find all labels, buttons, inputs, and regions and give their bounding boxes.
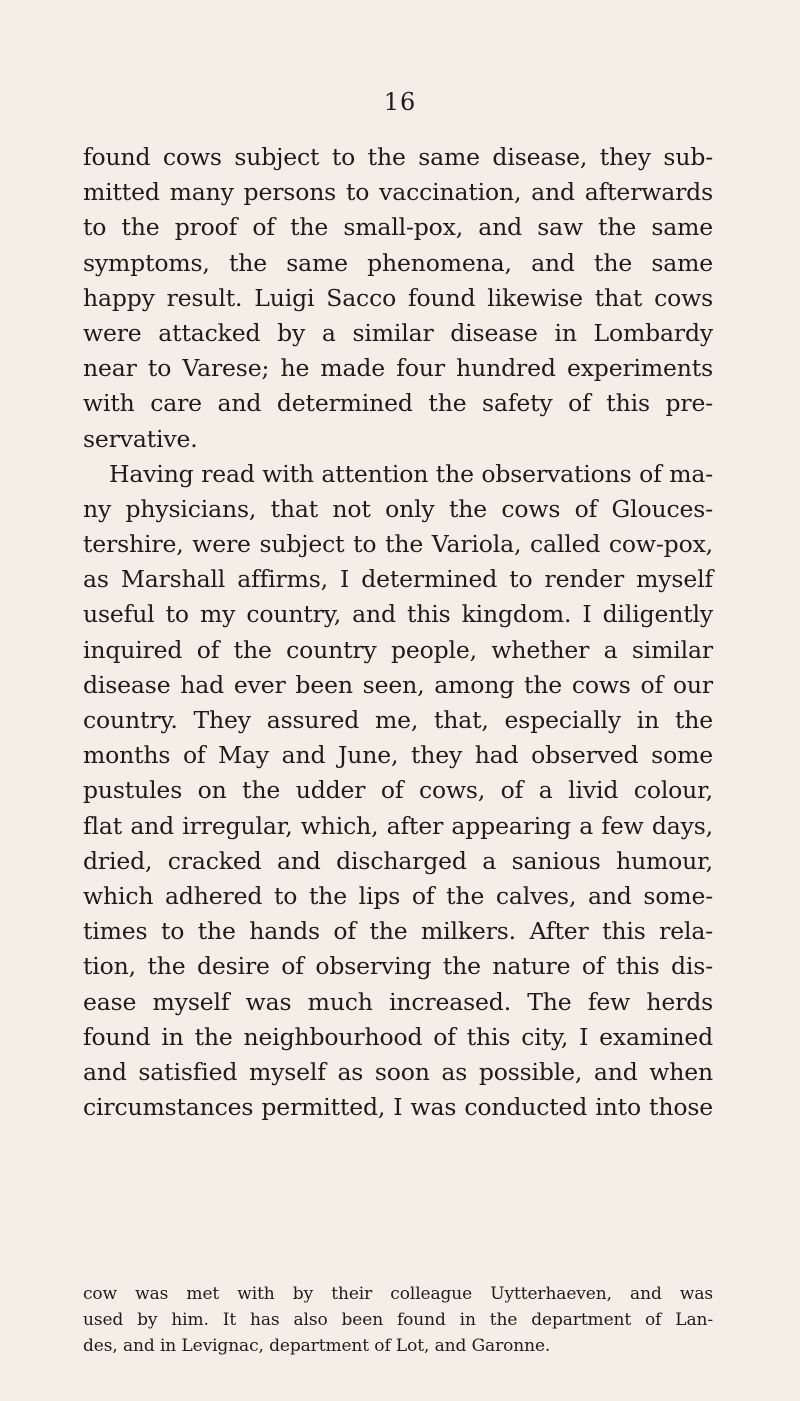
paragraph-start-line: Having read with attention the observations of ma- bbox=[109, 459, 713, 488]
footnote-line: des, and in Levignac, department of Lot, and Garonne. bbox=[83, 1336, 551, 1356]
page-number: 16 bbox=[383, 88, 417, 116]
text-line: servative. bbox=[83, 424, 198, 453]
footnote-line: used by him. It has also been found in the department of Lan- bbox=[83, 1310, 713, 1330]
text-line: inquired of the country people, whether a similar bbox=[83, 635, 713, 664]
text-line: mitted many persons to vaccination, and afterwards bbox=[83, 178, 713, 207]
footnote-line: cow was met with by their colleague Uytterhaeven, and was bbox=[83, 1284, 713, 1304]
text-line: useful to my country, and this kingdom. I diligently bbox=[83, 600, 713, 629]
text-line: tion, the desire of observing the nature of this dis- bbox=[83, 952, 713, 981]
text-line: as Marshall affirms, I determined to render myself bbox=[83, 565, 713, 594]
text-line: disease had ever been seen, among the cows of our bbox=[83, 670, 713, 699]
text-line: months of May and June, they had observed some bbox=[83, 741, 713, 770]
text-line: symptoms, the same phenomena, and the same bbox=[83, 248, 713, 277]
text-line: ease myself was much increased. The few herds bbox=[83, 987, 713, 1016]
body-text bbox=[83, 140, 713, 1125]
text-line: with care and determined the safety of this pre- bbox=[83, 389, 713, 418]
text-line: and satisfied myself as soon as possible, and when bbox=[83, 1057, 713, 1086]
text-line: were attacked by a similar disease in Lombardy bbox=[83, 318, 713, 347]
text-line: found cows subject to the same disease, they sub- bbox=[83, 143, 713, 171]
footnote bbox=[83, 1281, 713, 1359]
text-line: found in the neighbourhood of this city, I examined bbox=[83, 1022, 713, 1051]
text-line: flat and irregular, which, after appearing a few days, bbox=[83, 811, 713, 840]
text-line: circumstances permitted, I was conducted into those bbox=[83, 1093, 713, 1122]
text-line: dried, cracked and discharged a sanious humour, bbox=[83, 846, 713, 875]
text-line: country. They assured me, that, especially in the bbox=[83, 706, 713, 734]
text-line: to the proof of the small-pox, and saw the same bbox=[83, 213, 713, 242]
text-line: happy result. Luigi Sacco found likewise that cows bbox=[83, 283, 713, 312]
text-line: times to the hands of the milkers. After this rela- bbox=[83, 917, 713, 946]
text-line: which adhered to the lips of the calves, and some- bbox=[83, 881, 713, 910]
text-line: near to Varese; he made four hundred experiments bbox=[83, 354, 713, 383]
text-line: pustules on the udder of cows, of a livid colour, bbox=[83, 776, 713, 805]
text-line: ny physicians, that not only the cows of Glouces- bbox=[83, 494, 713, 523]
text-line: tershire, were subject to the Variola, called cow-pox, bbox=[83, 530, 713, 559]
